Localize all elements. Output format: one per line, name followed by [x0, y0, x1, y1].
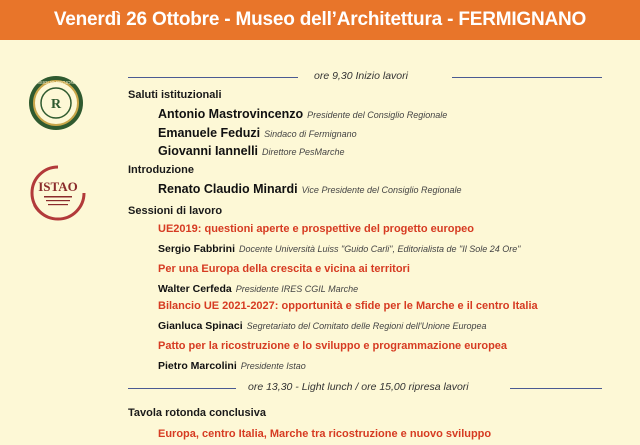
header-banner	[0, 0, 640, 40]
istao-text: ISTAO	[38, 179, 78, 194]
section-sessioni-title: Sessioni di lavoro	[128, 205, 223, 217]
speaker-name: Walter Cerfeda	[158, 283, 232, 295]
istao-logo-icon	[28, 165, 88, 221]
speaker-role: Sindaco di Fermignano	[264, 129, 357, 139]
svg-text:R: R	[50, 97, 62, 112]
seal-text: CONSIGLIO REGIONALE	[29, 80, 83, 85]
list-item	[158, 142, 345, 160]
list-item	[158, 124, 357, 142]
section-tavola-title: Tavola rotonda conclusiva	[128, 407, 266, 419]
section-saluti-title: Saluti istituzionali	[128, 89, 222, 101]
speaker-name: Renato Claudio Minardi	[158, 182, 298, 196]
consiglio-regionale-seal-icon	[28, 75, 84, 131]
list-item	[158, 279, 358, 297]
list-item	[158, 356, 306, 374]
speaker-role: Direttore PesMarche	[262, 147, 345, 157]
session-topic: Europa, centro Italia, Marche tra ricostruzione e nuovo sviluppo	[158, 428, 492, 440]
speaker-role: Presidente IRES CGIL Marche	[235, 284, 359, 294]
section-introduzione-title: Introduzione	[128, 164, 194, 176]
banner-title: Venerdì 26 Ottobre - Museo dell’Architettura - FERMIGNANO	[53, 9, 587, 30]
list-item	[158, 180, 462, 198]
speaker-role: Presidente del Consiglio Regionale	[307, 110, 448, 120]
list-item	[158, 105, 447, 123]
list-item	[158, 316, 487, 334]
speaker-role: Segretariato del Comitato delle Regioni dell'Unione Europea	[246, 321, 487, 331]
speaker-name: Pietro Marcolini	[158, 360, 237, 372]
speaker-role: Presidente Istao	[240, 361, 306, 371]
divider-right-top	[452, 77, 602, 78]
speaker-role: Docente Università Luiss "Guido Carli", Editorialista de "Il Sole 24 Ore"	[239, 244, 521, 254]
lunch-time: ore 13,30 - Light lunch / ore 15,00 ripresa lavori	[248, 381, 469, 393]
divider-right-lunch	[510, 388, 602, 389]
speaker-name: Giovanni Iannelli	[158, 144, 259, 158]
speaker-name: Gianluca Spinaci	[158, 320, 243, 332]
session-topic: Bilancio UE 2021-2027: opportunità e sfide per le Marche e il centro Italia	[158, 300, 538, 312]
speaker-name: Sergio Fabbrini	[158, 243, 236, 255]
speaker-name: Emanuele Feduzi	[158, 126, 261, 140]
session-topic: UE2019: questioni aperte e prospettive del progetto europeo	[158, 223, 475, 235]
session-topic: Per una Europa della crescita e vicina ai territori	[158, 263, 410, 275]
speaker-name: Antonio Mastrovincenzo	[158, 107, 304, 121]
start-time: ore 9,30 Inizio lavori	[314, 70, 408, 82]
divider-left-top	[128, 77, 298, 78]
speaker-role: Vice Presidente del Consiglio Regionale	[301, 185, 462, 195]
session-topic: Patto per la ricostruzione e lo sviluppo e programmazione europea	[158, 340, 508, 352]
divider-left-lunch	[128, 388, 236, 389]
list-item	[158, 239, 520, 257]
